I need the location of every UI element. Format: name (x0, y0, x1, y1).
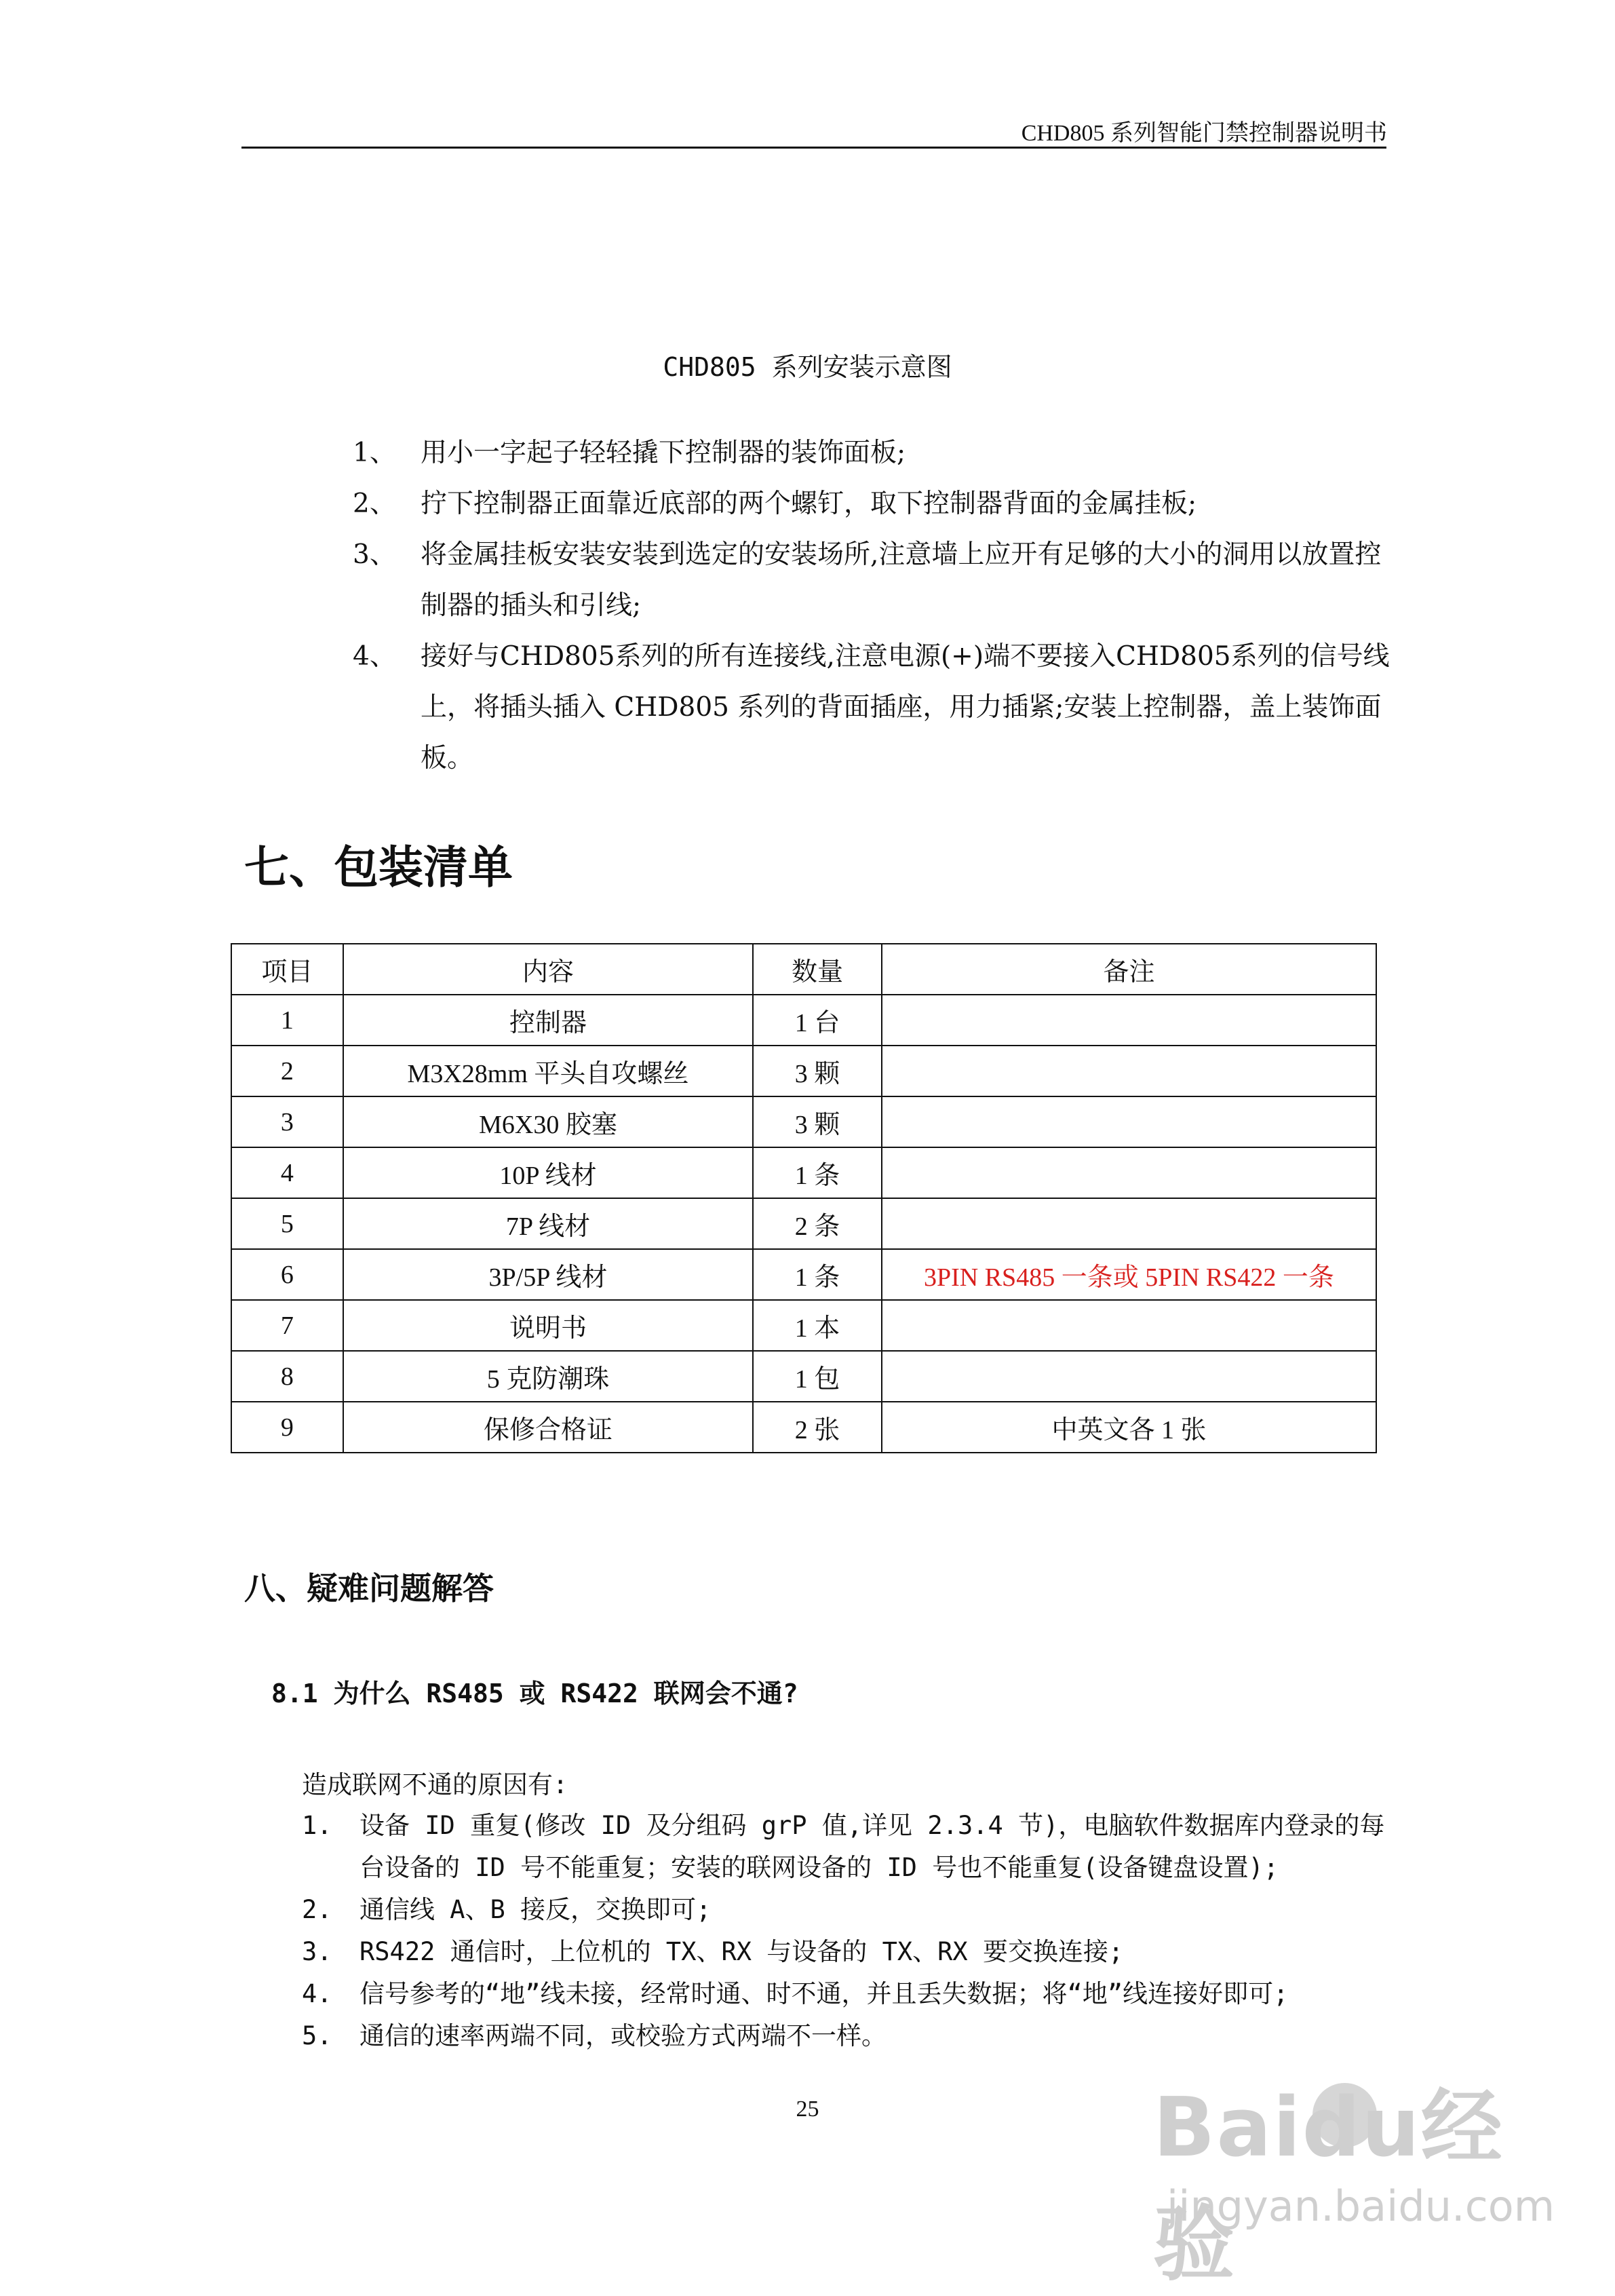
cause-number: 2. (302, 1895, 332, 1924)
cell-remark: 中英文各 1 张 (882, 1402, 1376, 1453)
install-step (353, 631, 1390, 784)
step-text: 用小一字起子轻轻撬下控制器的装饰面板; (421, 438, 906, 468)
step-number: 4、 (353, 641, 396, 672)
table-row (231, 1402, 1376, 1453)
cell-remark (882, 1096, 1376, 1147)
cell-quantity: 3 颗 (753, 1096, 882, 1147)
faq-section-title: 八、疑难问题解答 (244, 1570, 494, 1607)
cell-item: 5 (231, 1198, 343, 1249)
cause-text: 通信线 A、B 接反，交换即可; (359, 1895, 712, 1924)
table-row (231, 1147, 1376, 1198)
header-rule (241, 147, 1386, 149)
cell-item: 6 (231, 1249, 343, 1300)
diagram-caption: CHD805 系列安装示意图 (663, 352, 952, 382)
cause-number: 1. (302, 1811, 332, 1840)
running-header: CHD805 系列智能门禁控制器说明书 (1021, 121, 1387, 146)
cell-content: 7P 线材 (343, 1198, 753, 1249)
table-row (231, 995, 1376, 1046)
cell-remark (882, 1147, 1376, 1198)
cause-number: 3. (302, 1937, 332, 1966)
cell-remark (882, 1300, 1376, 1351)
cell-item: 9 (231, 1402, 343, 1453)
step-text: 将金属挂板安装安装到选定的安装场所,注意墙上应开有足够的大小的洞用以放置控制器的插头和引线; (421, 539, 1382, 621)
list-item (302, 1805, 1387, 1889)
cell-quantity: 1 本 (753, 1300, 882, 1351)
cell-item: 3 (231, 1096, 343, 1147)
step-number: 2、 (353, 489, 396, 519)
cell-quantity: 2 张 (753, 1402, 882, 1453)
step-number: 3、 (353, 539, 396, 570)
watermark-url: jingyan.baidu.com (1167, 2181, 1555, 2231)
cause-text: RS422 通信时，上位机的 TX、RX 与设备的 TX、RX 要交换连接; (359, 1937, 1124, 1966)
cell-item: 4 (231, 1147, 343, 1198)
cell-quantity: 1 条 (753, 1249, 882, 1300)
cell-quantity: 1 包 (753, 1351, 882, 1402)
cell-item: 1 (231, 995, 343, 1046)
install-step (353, 427, 1390, 478)
cause-text: 设备 ID 重复(修改 ID 及分组码 grP 值,详见 2.3.4 节)，电脑软件数据库内登录的每台设备的 ID 号不能重复；安装的联网设备的 ID 号也不能重复(设备键盘设置); (359, 1811, 1385, 1882)
faq-causes-list (302, 1805, 1387, 2057)
packing-list-table (231, 943, 1377, 1453)
list-item (302, 1931, 1387, 1973)
cell-content: 3P/5P 线材 (343, 1249, 753, 1300)
table-header-row (231, 944, 1376, 995)
cell-remark (882, 1046, 1376, 1096)
table-row (231, 1300, 1376, 1351)
faq-question: 8.1 为什么 RS485 或 RS422 联网会不通? (271, 1679, 798, 1708)
cell-remark (882, 995, 1376, 1046)
packing-list-title: 七、包装清单 (244, 841, 513, 894)
cause-text: 信号参考的“地”线未接，经常时通、时不通，并且丢失数据；将“地”线连接好即可; (359, 1979, 1289, 2008)
cell-content: M6X30 胶塞 (343, 1096, 753, 1147)
list-item (302, 1973, 1387, 2015)
cell-item: 7 (231, 1300, 343, 1351)
list-item (302, 2015, 1387, 2057)
cell-quantity: 1 条 (753, 1147, 882, 1198)
header-cell-content: 内容 (343, 944, 753, 995)
cell-remark (882, 1198, 1376, 1249)
cause-number: 4. (302, 1979, 332, 2008)
baidu-watermark (1153, 2063, 1555, 2292)
header-cell-quantity: 数量 (753, 944, 882, 995)
install-steps-list (353, 427, 1390, 784)
page-number: 25 (796, 2097, 819, 2122)
cell-content: 说明书 (343, 1300, 753, 1351)
watermark-logo: Baidu经验 (1153, 2081, 1504, 2292)
cell-item: 8 (231, 1351, 343, 1402)
header-cell-remark: 备注 (882, 944, 1376, 995)
cell-content: 保修合格证 (343, 1402, 753, 1453)
cell-remark-highlight: 3PIN RS485 一条或 5PIN RS422 一条 (882, 1249, 1376, 1300)
cell-quantity: 2 条 (753, 1198, 882, 1249)
table-row (231, 1249, 1376, 1300)
cell-quantity: 3 颗 (753, 1046, 882, 1096)
table-row (231, 1046, 1376, 1096)
table-row (231, 1096, 1376, 1147)
cell-quantity: 1 台 (753, 995, 882, 1046)
cell-content: 5 克防潮珠 (343, 1351, 753, 1402)
cause-number: 5. (302, 2021, 332, 2050)
list-item (302, 1889, 1387, 1931)
table-row (231, 1198, 1376, 1249)
step-text: 接好与CHD805系列的所有连接线,注意电源(+)端不要接入CHD805系列的信号线上，将插头插入 CHD805 系列的背面插座，用力插紧;安装上控制器，盖上装饰面板。 (421, 641, 1390, 773)
cell-content: 10P 线材 (343, 1147, 753, 1198)
cell-content: M3X28mm 平头自攻螺丝 (343, 1046, 753, 1096)
header-cell-item: 项目 (231, 944, 343, 995)
table-row (231, 1351, 1376, 1402)
cell-remark (882, 1351, 1376, 1402)
install-step (353, 529, 1390, 631)
step-number: 1、 (353, 438, 396, 468)
faq-intro: 造成联网不通的原因有: (302, 1770, 568, 1799)
cause-text: 通信的速率两端不同，或校验方式两端不一样。 (359, 2021, 887, 2050)
cell-content: 控制器 (343, 995, 753, 1046)
install-step (353, 478, 1390, 529)
cell-item: 2 (231, 1046, 343, 1096)
step-text: 拧下控制器正面靠近底部的两个螺钉，取下控制器背面的金属挂板; (421, 489, 1197, 519)
